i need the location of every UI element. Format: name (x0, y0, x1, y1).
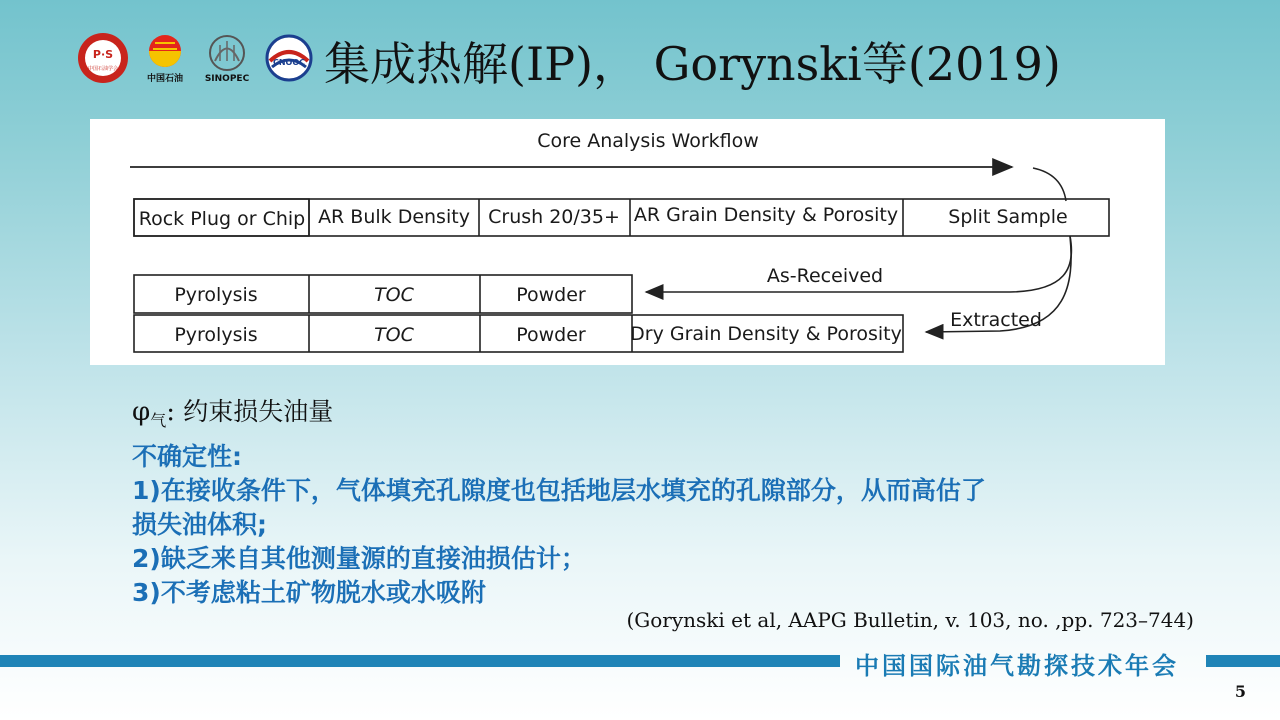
footer-bar-left (0, 655, 840, 667)
svg-text:SINOPEC: SINOPEC (204, 74, 250, 84)
row3-dry-grain-density: Dry Grain Density & Porosity (630, 323, 902, 345)
workflow-heading: Core Analysis Workflow (537, 130, 759, 152)
citation: (Gorynski et al, AAPG Bulletin, v. 103, no. ,pp. 723–744) (626, 608, 1194, 632)
workflow-diagram (90, 119, 1165, 365)
box-ar-bulk-density: AR Bulk Density (318, 206, 470, 228)
p-s-logo (76, 31, 130, 85)
uncertainty-list (132, 440, 1142, 610)
phi-definition (132, 392, 333, 431)
box-split-sample: Split Sample (948, 206, 1068, 228)
page-title: 集成热解(IP)， Gorynski等(2019) (324, 37, 1061, 91)
row3-pyrolysis: Pyrolysis (174, 324, 258, 346)
phi-description: 约束损失油量 (183, 397, 334, 426)
as-received-curve (1010, 236, 1071, 292)
row3-powder: Powder (516, 324, 586, 346)
row2-pyrolysis: Pyrolysis (174, 284, 258, 306)
phi-subscript: 气 (150, 411, 167, 431)
phi-symbol: φ (132, 397, 151, 427)
footer-bar-right (1206, 655, 1280, 667)
svg-text:P·S: P·S (92, 48, 114, 61)
box-rock-plug: Rock Plug or Chip (138, 208, 306, 230)
page-number: 5 (1234, 682, 1246, 701)
cnooc-logo (262, 31, 316, 85)
box-crush: Crush 20/35+ (488, 206, 620, 228)
phi-colon: : (166, 397, 175, 427)
core-analysis-workflow-figure (90, 119, 1165, 365)
uncertainty-heading: 不确定性: (132, 442, 242, 471)
uncertainty-item-1-cont: 损失油体积; (132, 510, 267, 539)
sinopec-logo (200, 31, 254, 85)
uncertainty-item-1: 1)在接收条件下，气体填充孔隙度也包括地层水填充的孔隙部分，从而高估了 (132, 476, 986, 505)
box-ar-grain-density: AR Grain Density & Porosity (633, 204, 899, 226)
row2-powder: Powder (516, 284, 586, 306)
logo-strip (76, 30, 316, 86)
row2-toc: TOC (374, 284, 414, 306)
svg-text:中国石油: 中国石油 (146, 74, 184, 84)
row3-toc: TOC (374, 324, 414, 346)
uncertainty-item-3: 3)不考虑粘土矿物脱水或水吸附 (132, 578, 486, 607)
uncertainty-item-2: 2)缺乏来自其他测量源的直接油损估计； (132, 544, 586, 573)
as-received-label: As-Received (766, 265, 884, 287)
split-curve (1033, 168, 1066, 201)
svg-text:CNOOC: CNOOC (272, 58, 306, 67)
cnpc-logo (138, 31, 192, 85)
svg-text:中国石油学会: 中国石油学会 (87, 66, 119, 72)
conference-name: 中国国际油气勘探技术年会 (855, 652, 1179, 680)
extracted-label: Extracted (950, 309, 1042, 331)
